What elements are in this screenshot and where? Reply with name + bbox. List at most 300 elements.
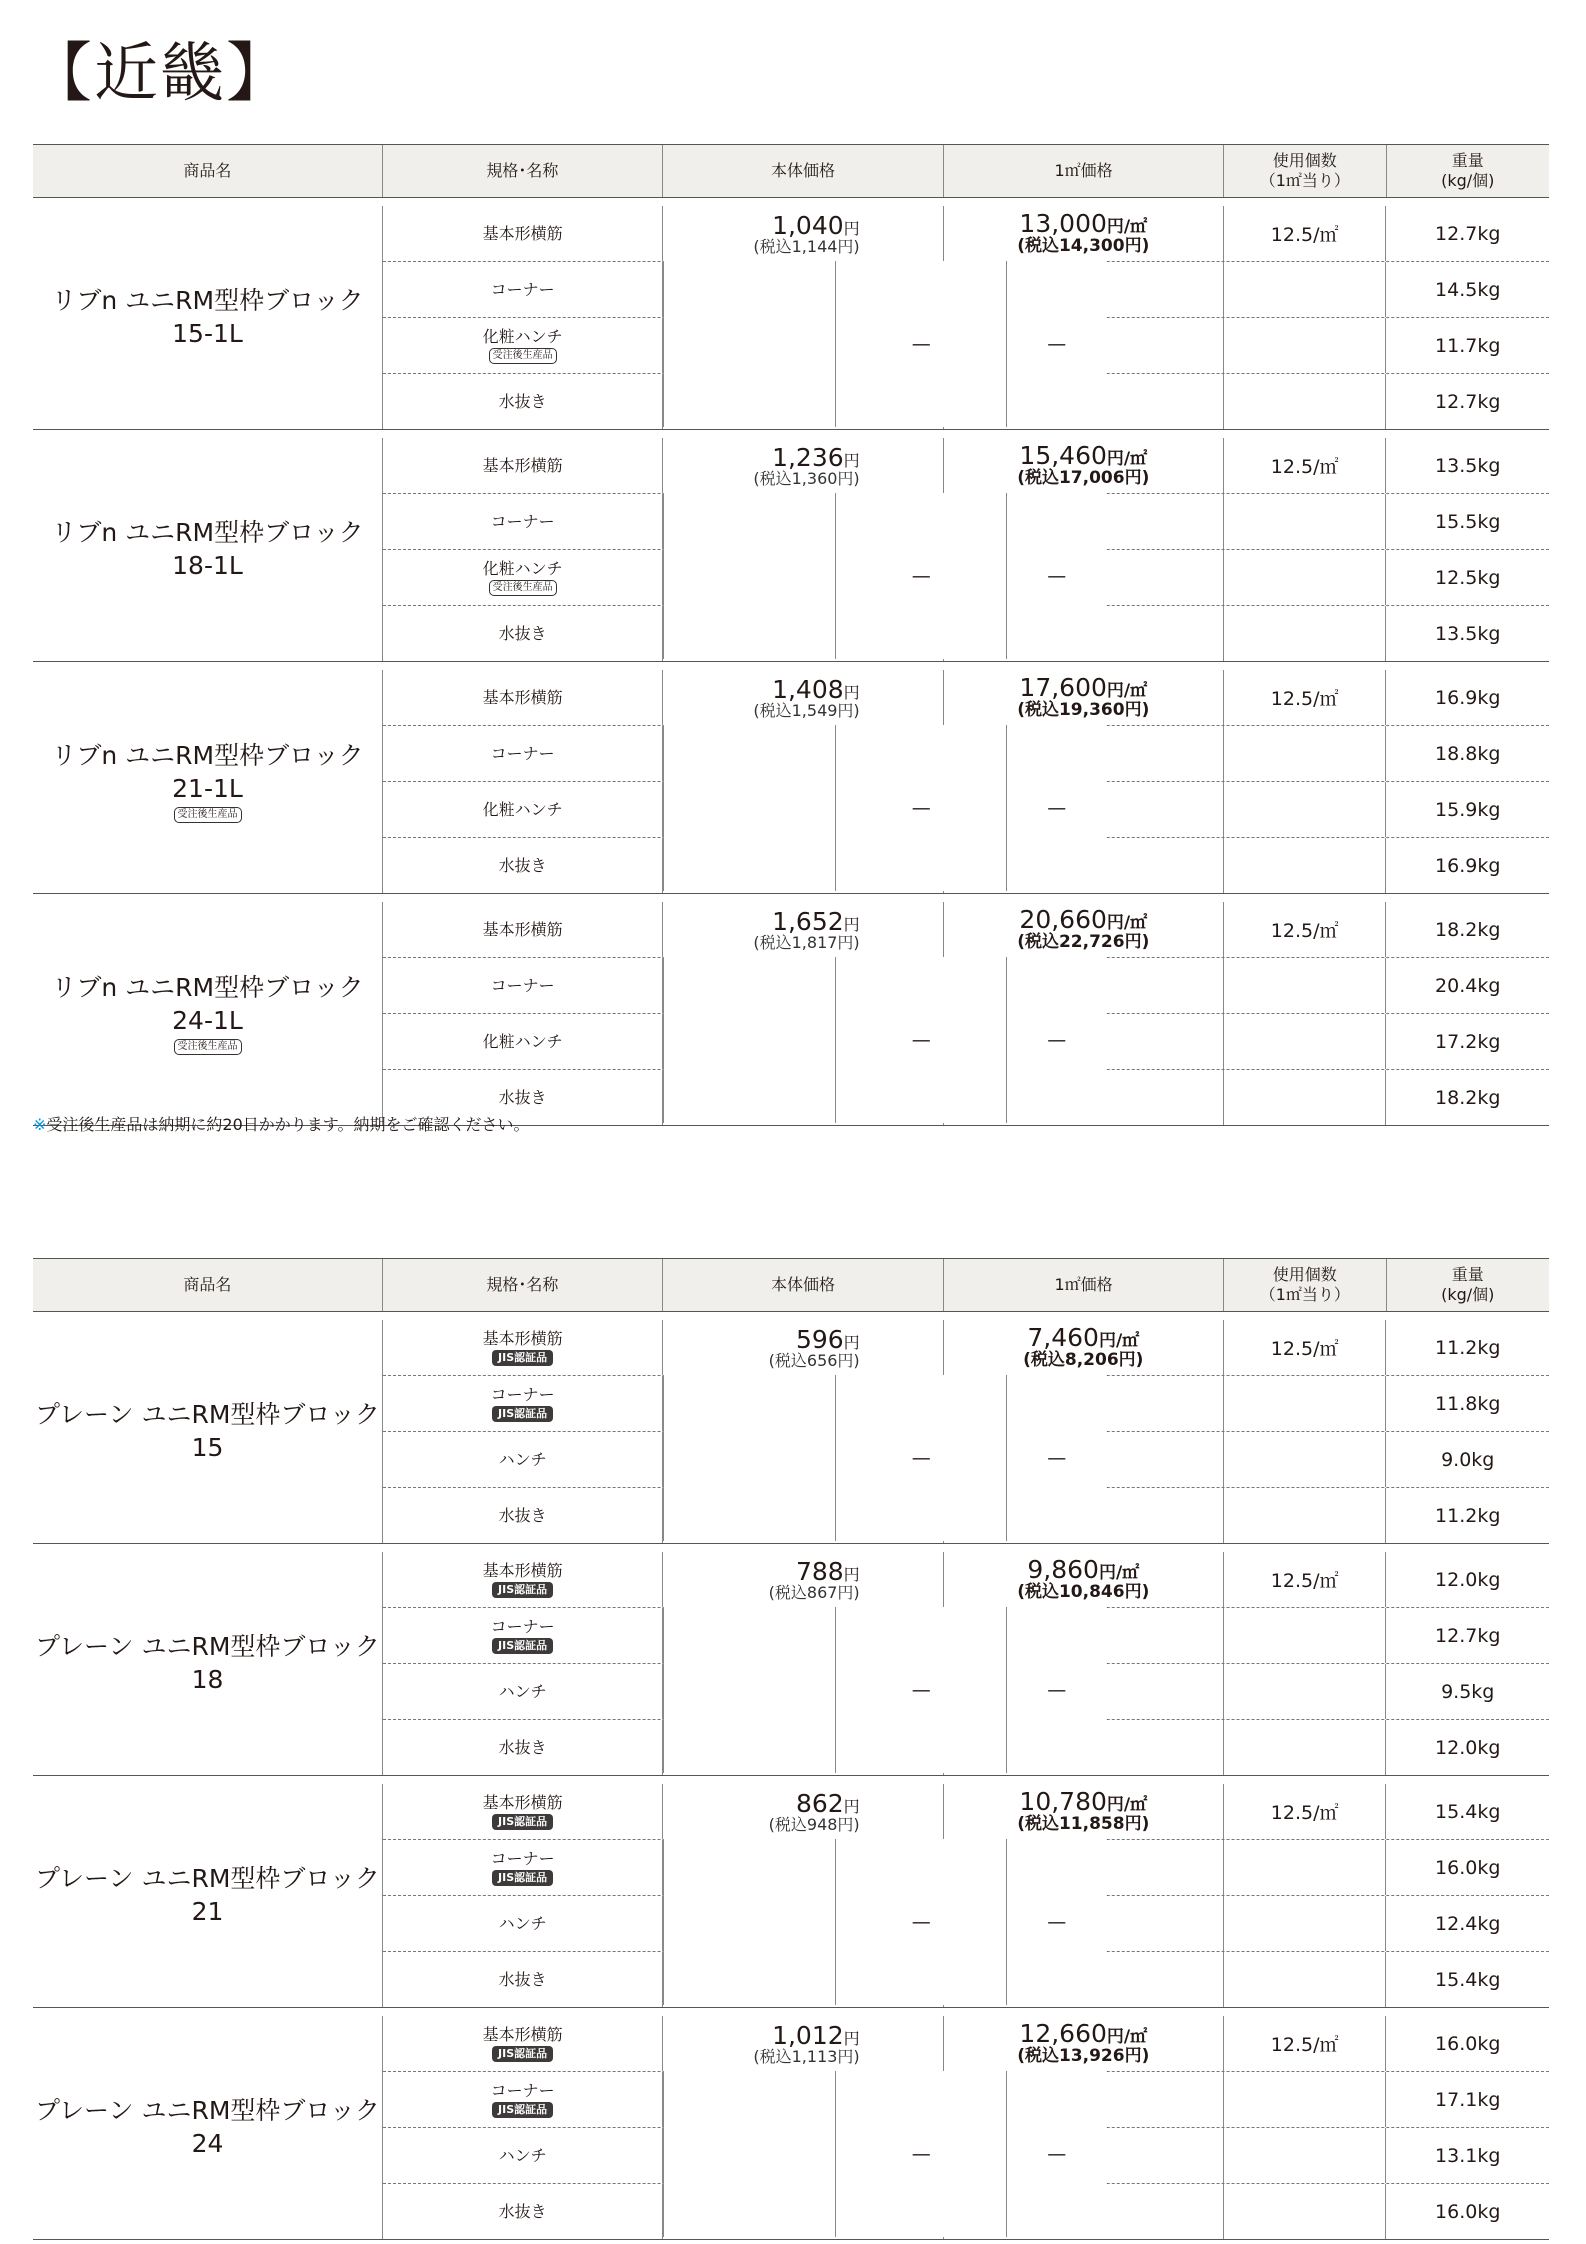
- spec-name: 水抜き: [498, 391, 547, 411]
- product-name: [33, 206, 382, 429]
- product-group: [33, 894, 1549, 1126]
- units-dash: —: [1006, 1375, 1106, 1541]
- spec-cell: [383, 1952, 662, 2007]
- order-badge: 受注後生産品: [489, 580, 557, 596]
- header-price: 本体価格: [662, 1259, 943, 1311]
- sqm-price-dash: —: [835, 1375, 1006, 1541]
- product-name: [33, 1320, 382, 1543]
- merged-cells: [663, 725, 1106, 891]
- header-units: [1223, 145, 1385, 197]
- spec-name: コーナー: [490, 279, 555, 299]
- note-text: 受注後生産品は納期に約20日かかります。納期をご確認ください。: [46, 1115, 530, 1134]
- table-header: [33, 144, 1549, 198]
- sqm-price-unit: 円/㎡: [1098, 1331, 1140, 1352]
- price-cell: [662, 1784, 942, 1839]
- sqm-price-dash: —: [835, 1607, 1006, 1773]
- spec-rows: [382, 2016, 1549, 2239]
- product-name: [33, 670, 382, 893]
- product-name-line2: 18-1L: [172, 550, 243, 580]
- merged-spacer: [663, 1839, 835, 2005]
- price-yen: 円: [843, 1564, 860, 1584]
- sqm-price-main: [1019, 675, 1147, 701]
- product-name-line2: 21: [191, 1896, 224, 1926]
- header-units-line1: 使用個数: [1272, 1265, 1337, 1284]
- header-units-line2: （1㎡当り）: [1259, 1285, 1350, 1304]
- sqm-price-main: [1019, 2021, 1147, 2047]
- spec-name: コーナー: [490, 975, 555, 995]
- spec-rows: [382, 1784, 1549, 2007]
- table-row: [383, 1320, 1549, 1375]
- spec-name: コーナー: [490, 743, 555, 763]
- units-cell: 12.5/㎡: [1223, 902, 1386, 957]
- jis-badge: JIS認証品: [492, 2046, 553, 2062]
- units-dash: —: [1006, 2071, 1106, 2237]
- spec-cell: [383, 1488, 662, 1543]
- spec-name: 基本形横筋: [482, 687, 563, 707]
- spec-cell: [383, 606, 662, 661]
- weight-cell: 13.5kg: [1385, 438, 1549, 493]
- sqm-price-unit: 円/㎡: [1106, 681, 1148, 702]
- units-cell: 12.5/㎡: [1223, 206, 1386, 261]
- product-group: [33, 430, 1549, 662]
- spec-cell: [383, 1376, 662, 1431]
- product-name-line1: プレーン ユニRM型枠ブロック: [35, 1400, 380, 1429]
- product-group: [33, 1544, 1549, 1776]
- table-row: [383, 1552, 1549, 1607]
- price-cell: [662, 670, 942, 725]
- price-yen: 円: [843, 1796, 860, 1816]
- spec-name: 基本形横筋: [482, 1792, 563, 1812]
- weight-cell: 16.0kg: [1385, 1840, 1549, 1895]
- spec-name: コーナー: [490, 1616, 555, 1636]
- spec-rows: [382, 206, 1549, 429]
- product-group: [33, 198, 1549, 430]
- units-cell: [1223, 550, 1386, 605]
- header-weight: [1386, 145, 1549, 197]
- weight-cell: 18.2kg: [1385, 1070, 1549, 1125]
- header-weight-line1: 重量: [1451, 151, 1484, 170]
- merged-spacer: [663, 725, 835, 891]
- product-name-line1: リブn ユニRM型枠ブロック: [51, 518, 364, 547]
- spec-name: 基本形横筋: [482, 1328, 563, 1348]
- weight-cell: 9.5kg: [1385, 1664, 1549, 1719]
- weight-cell: 11.2kg: [1385, 1488, 1549, 1543]
- sqm-price-value: 15,460: [1019, 441, 1107, 471]
- units-cell: 12.5/㎡: [1223, 438, 1386, 493]
- price-value: 788: [795, 1556, 844, 1586]
- spec-rows: [382, 1320, 1549, 1543]
- product-name-line1: プレーン ユニRM型枠ブロック: [35, 1864, 380, 1893]
- product-name-line1: リブn ユニRM型枠ブロック: [51, 973, 364, 1002]
- sqm-price-value: 12,660: [1019, 2019, 1107, 2049]
- price-tax: (税込1,360円): [753, 468, 860, 488]
- units-cell: [1223, 1840, 1386, 1895]
- units-cell: [1223, 374, 1386, 429]
- spec-name: 水抜き: [498, 1969, 547, 1989]
- spec-cell: [383, 726, 662, 781]
- price-main: [772, 210, 860, 240]
- spec-cell: [383, 1784, 662, 1839]
- units-cell: [1223, 782, 1386, 837]
- spec-cell: [383, 958, 662, 1013]
- spec-cell: [383, 2072, 662, 2127]
- sqm-price-main: [1019, 211, 1147, 237]
- product-name-line2: 15-1L: [172, 318, 243, 348]
- note-mark: ※: [33, 1115, 47, 1134]
- table-row: [383, 1784, 1549, 1839]
- price-cell: [662, 1320, 942, 1375]
- product-name: [33, 2016, 382, 2239]
- spec-cell: [383, 2184, 662, 2239]
- merged-spacer: [663, 1607, 835, 1773]
- product-name: [33, 1784, 382, 2007]
- header-sqm-price: 1㎡価格: [943, 145, 1223, 197]
- spec-cell: [383, 1320, 662, 1375]
- product-name-line2: 15: [191, 1432, 224, 1462]
- merged-cells: [663, 1607, 1106, 1773]
- product-group: [33, 1776, 1549, 2008]
- sqm-price-value: 7,460: [1027, 1323, 1099, 1353]
- spec-name: 基本形横筋: [482, 223, 563, 243]
- sqm-price-tax: (税込8,206円): [1023, 1349, 1144, 1370]
- spec-cell: [383, 1840, 662, 1895]
- weight-cell: 12.4kg: [1385, 1896, 1549, 1951]
- weight-cell: 16.0kg: [1385, 2184, 1549, 2239]
- sqm-price-cell: [943, 1552, 1223, 1607]
- units-cell: 12.5/㎡: [1223, 2016, 1386, 2071]
- price-main: [795, 1556, 860, 1586]
- spec-cell: [383, 1432, 662, 1487]
- table-row: [383, 2016, 1549, 2071]
- spec-cell: [383, 1720, 662, 1775]
- price-yen: 円: [843, 1332, 860, 1352]
- price-value: 596: [795, 1324, 844, 1354]
- units-cell: [1223, 2184, 1386, 2239]
- sqm-price-tax: (税込10,846円): [1017, 1581, 1150, 1602]
- units-cell: [1223, 1432, 1386, 1487]
- sqm-price-dash: —: [835, 957, 1006, 1123]
- header-weight-line1: 重量: [1451, 1265, 1484, 1284]
- merged-cells: [663, 1839, 1106, 2005]
- header-units-line2: （1㎡当り）: [1259, 171, 1350, 190]
- price-tax: (税込656円): [768, 1350, 860, 1370]
- units-cell: [1223, 1376, 1386, 1431]
- order-badge: 受注後生産品: [174, 1039, 242, 1055]
- price-cell: [662, 438, 942, 493]
- product-group: [33, 662, 1549, 894]
- spec-name: 水抜き: [498, 1737, 547, 1757]
- header-name: 商品名: [183, 1275, 232, 1294]
- price-value: 1,652: [772, 906, 844, 936]
- sqm-price-dash: —: [835, 1839, 1006, 2005]
- jis-badge: JIS認証品: [492, 1814, 553, 1830]
- sqm-price-cell: [943, 2016, 1223, 2071]
- table-header: [33, 1258, 1549, 1312]
- sqm-price-unit: 円/㎡: [1098, 1563, 1140, 1584]
- sqm-price-tax: (税込19,360円): [1017, 699, 1150, 720]
- order-badge: 受注後生産品: [489, 348, 557, 364]
- jis-badge: JIS認証品: [492, 1350, 553, 1366]
- weight-cell: 16.9kg: [1385, 670, 1549, 725]
- sqm-price-cell: [943, 670, 1223, 725]
- sqm-price-cell: [943, 438, 1223, 493]
- price-main: [795, 1324, 860, 1354]
- spec-name: 水抜き: [498, 623, 547, 643]
- spec-name: 基本形横筋: [482, 2024, 563, 2044]
- sqm-price-value: 20,660: [1019, 905, 1107, 935]
- spec-name: 水抜き: [498, 1505, 547, 1525]
- spec-cell: [383, 902, 662, 957]
- table-row: [383, 902, 1549, 957]
- price-cell: [662, 206, 942, 261]
- spec-name: ハンチ: [498, 1681, 547, 1701]
- spec-name: コーナー: [490, 1384, 555, 1404]
- spec-name: コーナー: [490, 511, 555, 531]
- spec-name: 水抜き: [498, 855, 547, 875]
- spec-name: 基本形横筋: [482, 919, 563, 939]
- weight-cell: 13.1kg: [1385, 2128, 1549, 2183]
- merged-spacer: [663, 957, 835, 1123]
- price-value: 1,236: [772, 442, 844, 472]
- weight-cell: 11.8kg: [1385, 1376, 1549, 1431]
- units-cell: [1223, 1720, 1386, 1775]
- spec-rows: [382, 1552, 1549, 1775]
- spec-name: 化粧ハンチ: [482, 1031, 563, 1051]
- units-cell: [1223, 2072, 1386, 2127]
- weight-cell: 15.4kg: [1385, 1952, 1549, 2007]
- merged-cells: [663, 493, 1106, 659]
- price-yen: 円: [843, 682, 860, 702]
- merged-cells: [663, 261, 1106, 427]
- header-weight: [1386, 1259, 1549, 1311]
- weight-cell: 15.5kg: [1385, 494, 1549, 549]
- spec-cell: [383, 494, 662, 549]
- weight-cell: 16.9kg: [1385, 838, 1549, 893]
- product-name-line2: 18: [191, 1664, 224, 1694]
- header-weight-line2: (kg/個): [1441, 171, 1495, 190]
- jis-badge: JIS認証品: [492, 1870, 553, 1886]
- table-row: [383, 438, 1549, 493]
- units-cell: [1223, 1488, 1386, 1543]
- weight-cell: 17.1kg: [1385, 2072, 1549, 2127]
- sqm-price-main: [1027, 1557, 1139, 1583]
- units-cell: [1223, 1608, 1386, 1663]
- weight-cell: 11.2kg: [1385, 1320, 1549, 1375]
- units-dash: —: [1006, 1607, 1106, 1773]
- price-value: 862: [795, 1788, 844, 1818]
- sqm-price-cell: [943, 206, 1223, 261]
- sqm-price-tax: (税込17,006円): [1017, 467, 1150, 488]
- price-value: 1,012: [772, 2020, 844, 2050]
- units-cell: [1223, 1664, 1386, 1719]
- merged-cells: [663, 957, 1106, 1123]
- spec-cell: [383, 262, 662, 317]
- sqm-price-tax: (税込13,926円): [1017, 2045, 1150, 2066]
- spec-cell: [383, 374, 662, 429]
- merged-spacer: [663, 493, 835, 659]
- units-cell: [1223, 726, 1386, 781]
- units-cell: 12.5/㎡: [1223, 1320, 1386, 1375]
- product-group: [33, 2008, 1549, 2240]
- sqm-price-dash: —: [835, 725, 1006, 891]
- price-main: [772, 906, 860, 936]
- units-dash: —: [1006, 493, 1106, 659]
- units-cell: [1223, 838, 1386, 893]
- spec-cell: [383, 206, 662, 261]
- header-units-line1: 使用個数: [1272, 151, 1337, 170]
- jis-badge: JIS認証品: [492, 1638, 553, 1654]
- units-dash: —: [1006, 1839, 1106, 2005]
- product-name-line1: リブn ユニRM型枠ブロック: [51, 286, 364, 315]
- weight-cell: 9.0kg: [1385, 1432, 1549, 1487]
- weight-cell: 18.8kg: [1385, 726, 1549, 781]
- weight-cell: 14.5kg: [1385, 262, 1549, 317]
- sqm-price-tax: (税込14,300円): [1017, 235, 1150, 256]
- units-cell: [1223, 494, 1386, 549]
- sqm-price-dash: —: [835, 493, 1006, 659]
- sqm-price-value: 17,600: [1019, 673, 1107, 703]
- merged-cells: [663, 2071, 1106, 2237]
- product-name: [33, 902, 382, 1125]
- price-tax: (税込1,549円): [753, 700, 860, 720]
- price-tax: (税込867円): [768, 1582, 860, 1602]
- units-dash: —: [1006, 725, 1106, 891]
- sqm-price-dash: —: [835, 261, 1006, 427]
- sqm-price-cell: [943, 1784, 1223, 1839]
- sqm-price-unit: 円/㎡: [1106, 449, 1148, 470]
- product-name-line2: 21-1L: [172, 773, 243, 803]
- table-row: [383, 206, 1549, 261]
- units-dash: —: [1006, 261, 1106, 427]
- sqm-price-cell: [943, 1320, 1223, 1375]
- header-units: [1223, 1259, 1385, 1311]
- sqm-price-tax: (税込22,726円): [1017, 931, 1150, 952]
- weight-cell: 11.7kg: [1385, 318, 1549, 373]
- units-cell: [1223, 1014, 1386, 1069]
- sqm-price-main: [1019, 1789, 1147, 1815]
- page-title: 【近畿】: [28, 37, 292, 111]
- weight-cell: 12.0kg: [1385, 1552, 1549, 1607]
- spec-name: ハンチ: [498, 1449, 547, 1469]
- merged-cells: [663, 1375, 1106, 1541]
- spec-rows: [382, 670, 1549, 893]
- sqm-price-cell: [943, 902, 1223, 957]
- spec-name: 化粧ハンチ: [482, 558, 563, 578]
- sqm-price-unit: 円/㎡: [1106, 913, 1148, 934]
- header-weight-line2: (kg/個): [1441, 1285, 1495, 1304]
- spec-rows: [382, 902, 1549, 1125]
- units-cell: [1223, 1070, 1386, 1125]
- weight-cell: 15.9kg: [1385, 782, 1549, 837]
- price-yen: 円: [843, 2028, 860, 2048]
- sqm-price-unit: 円/㎡: [1106, 1795, 1148, 1816]
- price-value: 1,408: [772, 674, 844, 704]
- spec-cell: [383, 1552, 662, 1607]
- weight-cell: 12.0kg: [1385, 1720, 1549, 1775]
- weight-cell: 12.7kg: [1385, 374, 1549, 429]
- jis-badge: JIS認証品: [492, 1582, 553, 1598]
- spec-name: ハンチ: [498, 2145, 547, 2165]
- header-name: 商品名: [183, 161, 232, 180]
- spec-name: 基本形横筋: [482, 1560, 563, 1580]
- weight-cell: 17.2kg: [1385, 1014, 1549, 1069]
- spec-cell: [383, 550, 662, 605]
- spec-cell: [383, 438, 662, 493]
- price-cell: [662, 2016, 942, 2071]
- footnote: [33, 1112, 530, 1135]
- weight-cell: 20.4kg: [1385, 958, 1549, 1013]
- price-yen: 円: [843, 450, 860, 470]
- price-main: [772, 2020, 860, 2050]
- weight-cell: 12.5kg: [1385, 550, 1549, 605]
- sqm-price-unit: 円/㎡: [1106, 2027, 1148, 2048]
- weight-cell: 18.2kg: [1385, 902, 1549, 957]
- units-cell: 12.5/㎡: [1223, 1784, 1386, 1839]
- units-cell: [1223, 2128, 1386, 2183]
- price-main: [795, 1788, 860, 1818]
- spec-name: コーナー: [490, 1848, 555, 1868]
- price-yen: 円: [843, 218, 860, 238]
- product-name-line1: リブn ユニRM型枠ブロック: [51, 741, 364, 770]
- price-tax: (税込1,817円): [753, 932, 860, 952]
- product-name: [33, 1552, 382, 1775]
- sqm-price-value: 9,860: [1027, 1555, 1099, 1585]
- jis-badge: JIS認証品: [492, 1406, 553, 1422]
- spec-name: 水抜き: [498, 1087, 547, 1107]
- price-tax: (税込948円): [768, 1814, 860, 1834]
- order-badge: 受注後生産品: [174, 807, 242, 823]
- units-cell: [1223, 606, 1386, 661]
- spec-cell: [383, 1896, 662, 1951]
- product-name-line2: 24: [191, 2128, 224, 2158]
- weight-cell: 13.5kg: [1385, 606, 1549, 661]
- product-name-line1: プレーン ユニRM型枠ブロック: [35, 2096, 380, 2125]
- price-main: [772, 442, 860, 472]
- spec-cell: [383, 2128, 662, 2183]
- units-dash: —: [1006, 957, 1106, 1123]
- spec-name: コーナー: [490, 2080, 555, 2100]
- sqm-price-value: 13,000: [1019, 209, 1107, 239]
- spec-cell: [383, 1608, 662, 1663]
- weight-cell: 15.4kg: [1385, 1784, 1549, 1839]
- product-name-line2: 24-1L: [172, 1005, 243, 1035]
- price-cell: [662, 902, 942, 957]
- spec-cell: [383, 1014, 662, 1069]
- price-tax: (税込1,113円): [753, 2046, 860, 2066]
- price-cell: [662, 1552, 942, 1607]
- price-yen: 円: [843, 914, 860, 934]
- sqm-price-unit: 円/㎡: [1106, 217, 1148, 238]
- product-name-line1: プレーン ユニRM型枠ブロック: [35, 1632, 380, 1661]
- units-cell: 12.5/㎡: [1223, 670, 1386, 725]
- table-row: [383, 670, 1549, 725]
- spec-rows: [382, 438, 1549, 661]
- spec-name: 基本形横筋: [482, 455, 563, 475]
- spec-cell: [383, 2016, 662, 2071]
- spec-cell: [383, 782, 662, 837]
- units-cell: [1223, 318, 1386, 373]
- product-group: [33, 1312, 1549, 1544]
- header-spec: 規格･名称: [382, 145, 662, 197]
- merged-spacer: [663, 2071, 835, 2237]
- merged-spacer: [663, 261, 835, 427]
- units-cell: [1223, 958, 1386, 1013]
- price-tax: (税込1,144円): [753, 236, 860, 256]
- merged-spacer: [663, 1375, 835, 1541]
- weight-cell: 12.7kg: [1385, 1608, 1549, 1663]
- jis-badge: JIS認証品: [492, 2102, 553, 2118]
- spec-cell: [383, 838, 662, 893]
